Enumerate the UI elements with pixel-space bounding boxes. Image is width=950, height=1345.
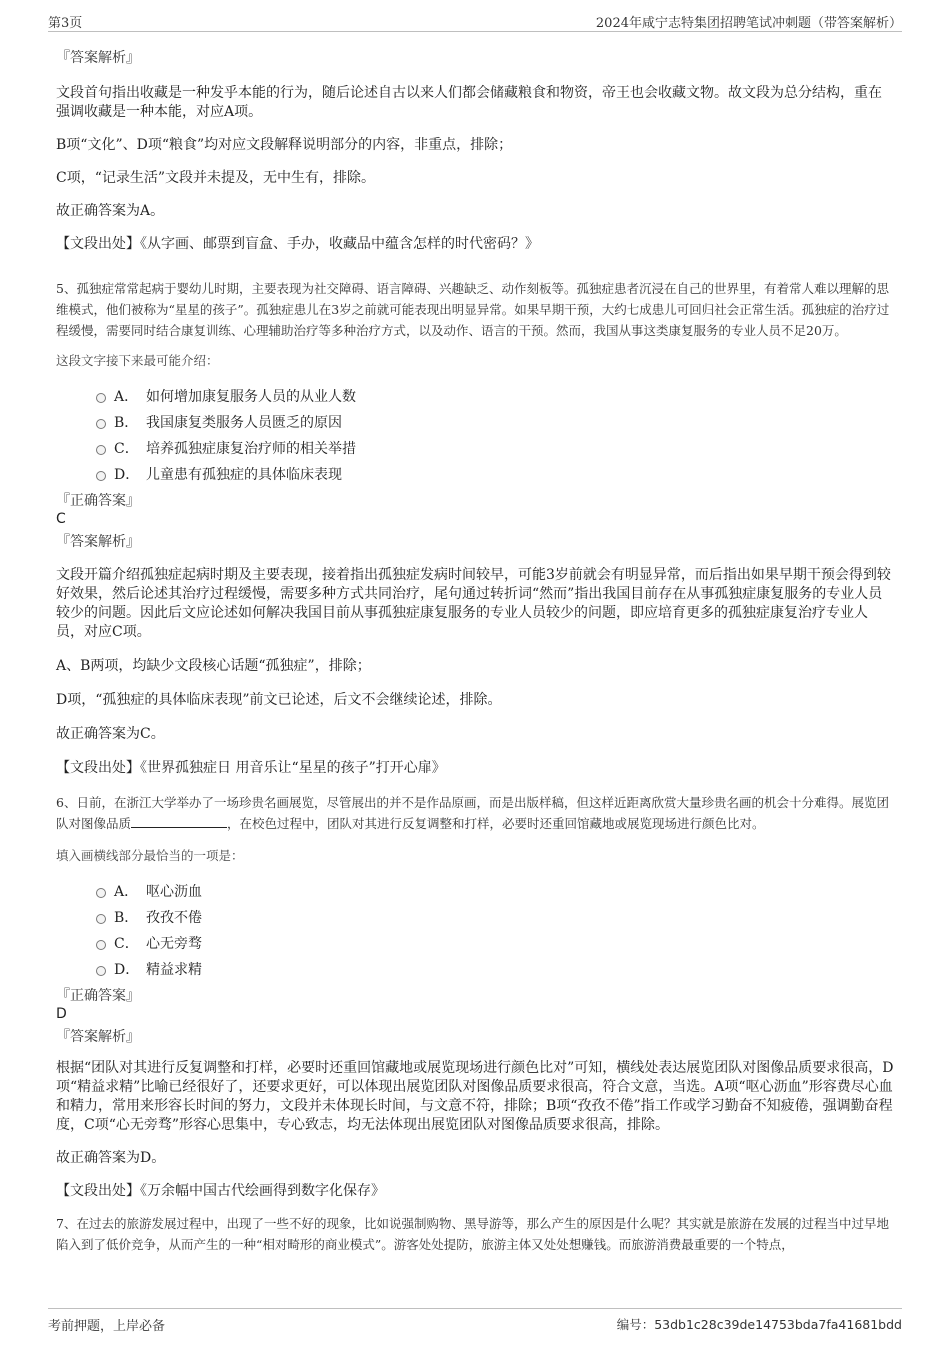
analysis-conclusion: 故正确答案为C。: [56, 726, 165, 742]
analysis-paragraph: C项，“记录生活”文段并未提及，无中生有，排除。: [56, 170, 376, 186]
analysis-label: 『答案解析』: [56, 1029, 140, 1045]
option-c[interactable]: C． 心无旁骛: [96, 930, 894, 956]
option-b[interactable]: B． 孜孜不倦: [96, 904, 894, 930]
footer-slogan: 考前押题，上岸必备: [48, 1319, 166, 1334]
radio-icon[interactable]: [96, 940, 106, 950]
radio-icon[interactable]: [96, 471, 106, 481]
correct-answer-label: 『正确答案』: [56, 988, 140, 1004]
source-citation: 【文段出处】《万余幅中国古代绘画得到数字化保存》: [56, 1183, 385, 1199]
radio-icon[interactable]: [96, 419, 106, 429]
analysis-paragraph: 文段开篇介绍孤独症起病时期及主要表现，接着指出孤独症发病时间较早，可能3岁前就会有明显异常，而后指出如果早期干预会得到较好效果，然后论述其治疗过程缓慢，需要多种方式共同治疗，尾句通过转折词“然而”指出我国目前存在从事孤独症康复服务的专业人员较少的问题。因此后文应论述如何解决我国目前从事孤独症康复服务的专业人员较少的问题，即应培育更多的孤独症康复治疗专业人员，对应C项。: [56, 567, 891, 640]
option-list: [96, 878, 894, 982]
analysis-paragraph: A、B两项，均缺少文段核心话题“孤独症”，排除；: [56, 658, 371, 674]
page-footer: [48, 1308, 902, 1334]
radio-icon[interactable]: [96, 888, 106, 898]
analysis-paragraph: 根据“团队对其进行反复调整和打样，必要时还重回馆藏地或展览现场进行颜色比对”可知，横线处表达展览团队对图像品质要求很高，D项“精益求精”比喻已经很好了，还要求更好，可以体现出展览团队对图像品质要求很高，符合文意，当选。A项“呕心沥血”形容费尽心血和精力，常用来形容长时间的努力，文段并未体现长时间，与文意不符，排除；B项“孜孜不倦”指工作或学习勤奋不知疲倦，强调勤奋程度，C项“心无旁骛”形容心思集中，专心致志，均无法体现出展览团队对图像品质要求很高，排除。: [56, 1060, 894, 1133]
analysis-conclusion: 故正确答案为A。: [56, 203, 165, 219]
option-list: [96, 383, 894, 487]
fill-blank: [131, 816, 227, 828]
analysis-paragraph: B项“文化”、D项“粮食”均对应文段解释说明部分的内容，非重点，排除；: [56, 137, 513, 153]
source-citation: 【文段出处】《从字画、邮票到盲盒、手办，收藏品中蕴含怎样的时代密码？》: [56, 236, 539, 252]
analysis-label: 『答案解析』: [56, 50, 140, 66]
analysis-label: 『答案解析』: [56, 534, 140, 550]
source-citation: 【文段出处】《世界孤独症日 用音乐让“星星的孩子”打开心扉》: [56, 760, 446, 776]
document-id: 编号：53db1c28c39de14753bda7fa41681bdd: [616, 1317, 902, 1332]
correct-answer: C: [56, 511, 66, 527]
radio-icon[interactable]: [96, 445, 106, 455]
question-prompt: 这段文字接下来最可能介绍：: [56, 353, 219, 368]
question-text: 5、孤独症常常起病于婴幼儿时期，主要表现为社交障碍、语言障碍、兴趣缺乏、动作刻板等。孤独症患者沉浸在自己的世界里，有着常人难以理解的思维模式，他们被称为“星星的孩子”。孤独症患儿在3岁之前就可能表现出明显异常。如果早期干预，大约七成患儿可回归社会正常生活。孤独症的治疗过程缓慢，需要同时结合康复训练、心理辅助治疗等多种治疗方式，以及动作、语言的干预。然而，我国从事这类康复服务的专业人员不足20万。: [56, 281, 890, 338]
page-number: 第3页: [48, 16, 83, 31]
correct-answer-label: 『正确答案』: [56, 493, 140, 509]
radio-icon[interactable]: [96, 914, 106, 924]
option-b[interactable]: B． 我国康复类服务人员匮乏的原因: [96, 409, 894, 435]
analysis-paragraph: 文段首句指出收藏是一种发乎本能的行为，随后论述自古以来人们都会储藏粮食和物资，帝王也会收藏文物。故文段为总分结构，重在强调收藏是一种本能，对应A项。: [56, 85, 882, 120]
analysis-conclusion: 故正确答案为D。: [56, 1150, 166, 1166]
correct-answer: D: [56, 1006, 67, 1022]
document-body: [56, 44, 894, 1255]
page-header: [48, 10, 902, 32]
option-d[interactable]: D． 儿童患有孤独症的具体临床表现: [96, 461, 894, 487]
radio-icon[interactable]: [96, 966, 106, 976]
question-text: 7、在过去的旅游发展过程中，出现了一些不好的现象，比如说强制购物、黑导游等，那么产生的原因是什么呢？其实就是旅游在发展的过程当中过早地陷入到了低价竞争，从而产生的一种“相对畸形的商业模式”。游客处处提防，旅游主体又处处想赚钱。而旅游消费最重要的一个特点，: [56, 1216, 889, 1252]
question-prompt: 填入画横线部分最恰当的一项是：: [56, 848, 244, 863]
option-d[interactable]: D． 精益求精: [96, 956, 894, 982]
document-title: 2024年咸宁志特集团招聘笔试冲刺题（带答案解析）: [595, 16, 902, 31]
option-c[interactable]: C． 培养孤独症康复治疗师的相关举措: [96, 435, 894, 461]
analysis-paragraph: D项，“孤独症的具体临床表现”前文已论述，后文不会继续论述，排除。: [56, 692, 502, 708]
question-text: 6、日前，在浙江大学举办了一场珍贵名画展览，尽管展出的并不是作品原画，而是出版样稿，但这样近距离欣赏大量珍贵名画的机会十分难得。展览团队对图像品质 ，在校色过程中，团队对其进行反复调整和打样，必要时还重回馆藏地或展览现场进行颜色比对。: [56, 795, 889, 831]
option-a[interactable]: A． 如何增加康复服务人员的从业人数: [96, 383, 894, 409]
option-a[interactable]: A． 呕心沥血: [96, 878, 894, 904]
radio-icon[interactable]: [96, 393, 106, 403]
